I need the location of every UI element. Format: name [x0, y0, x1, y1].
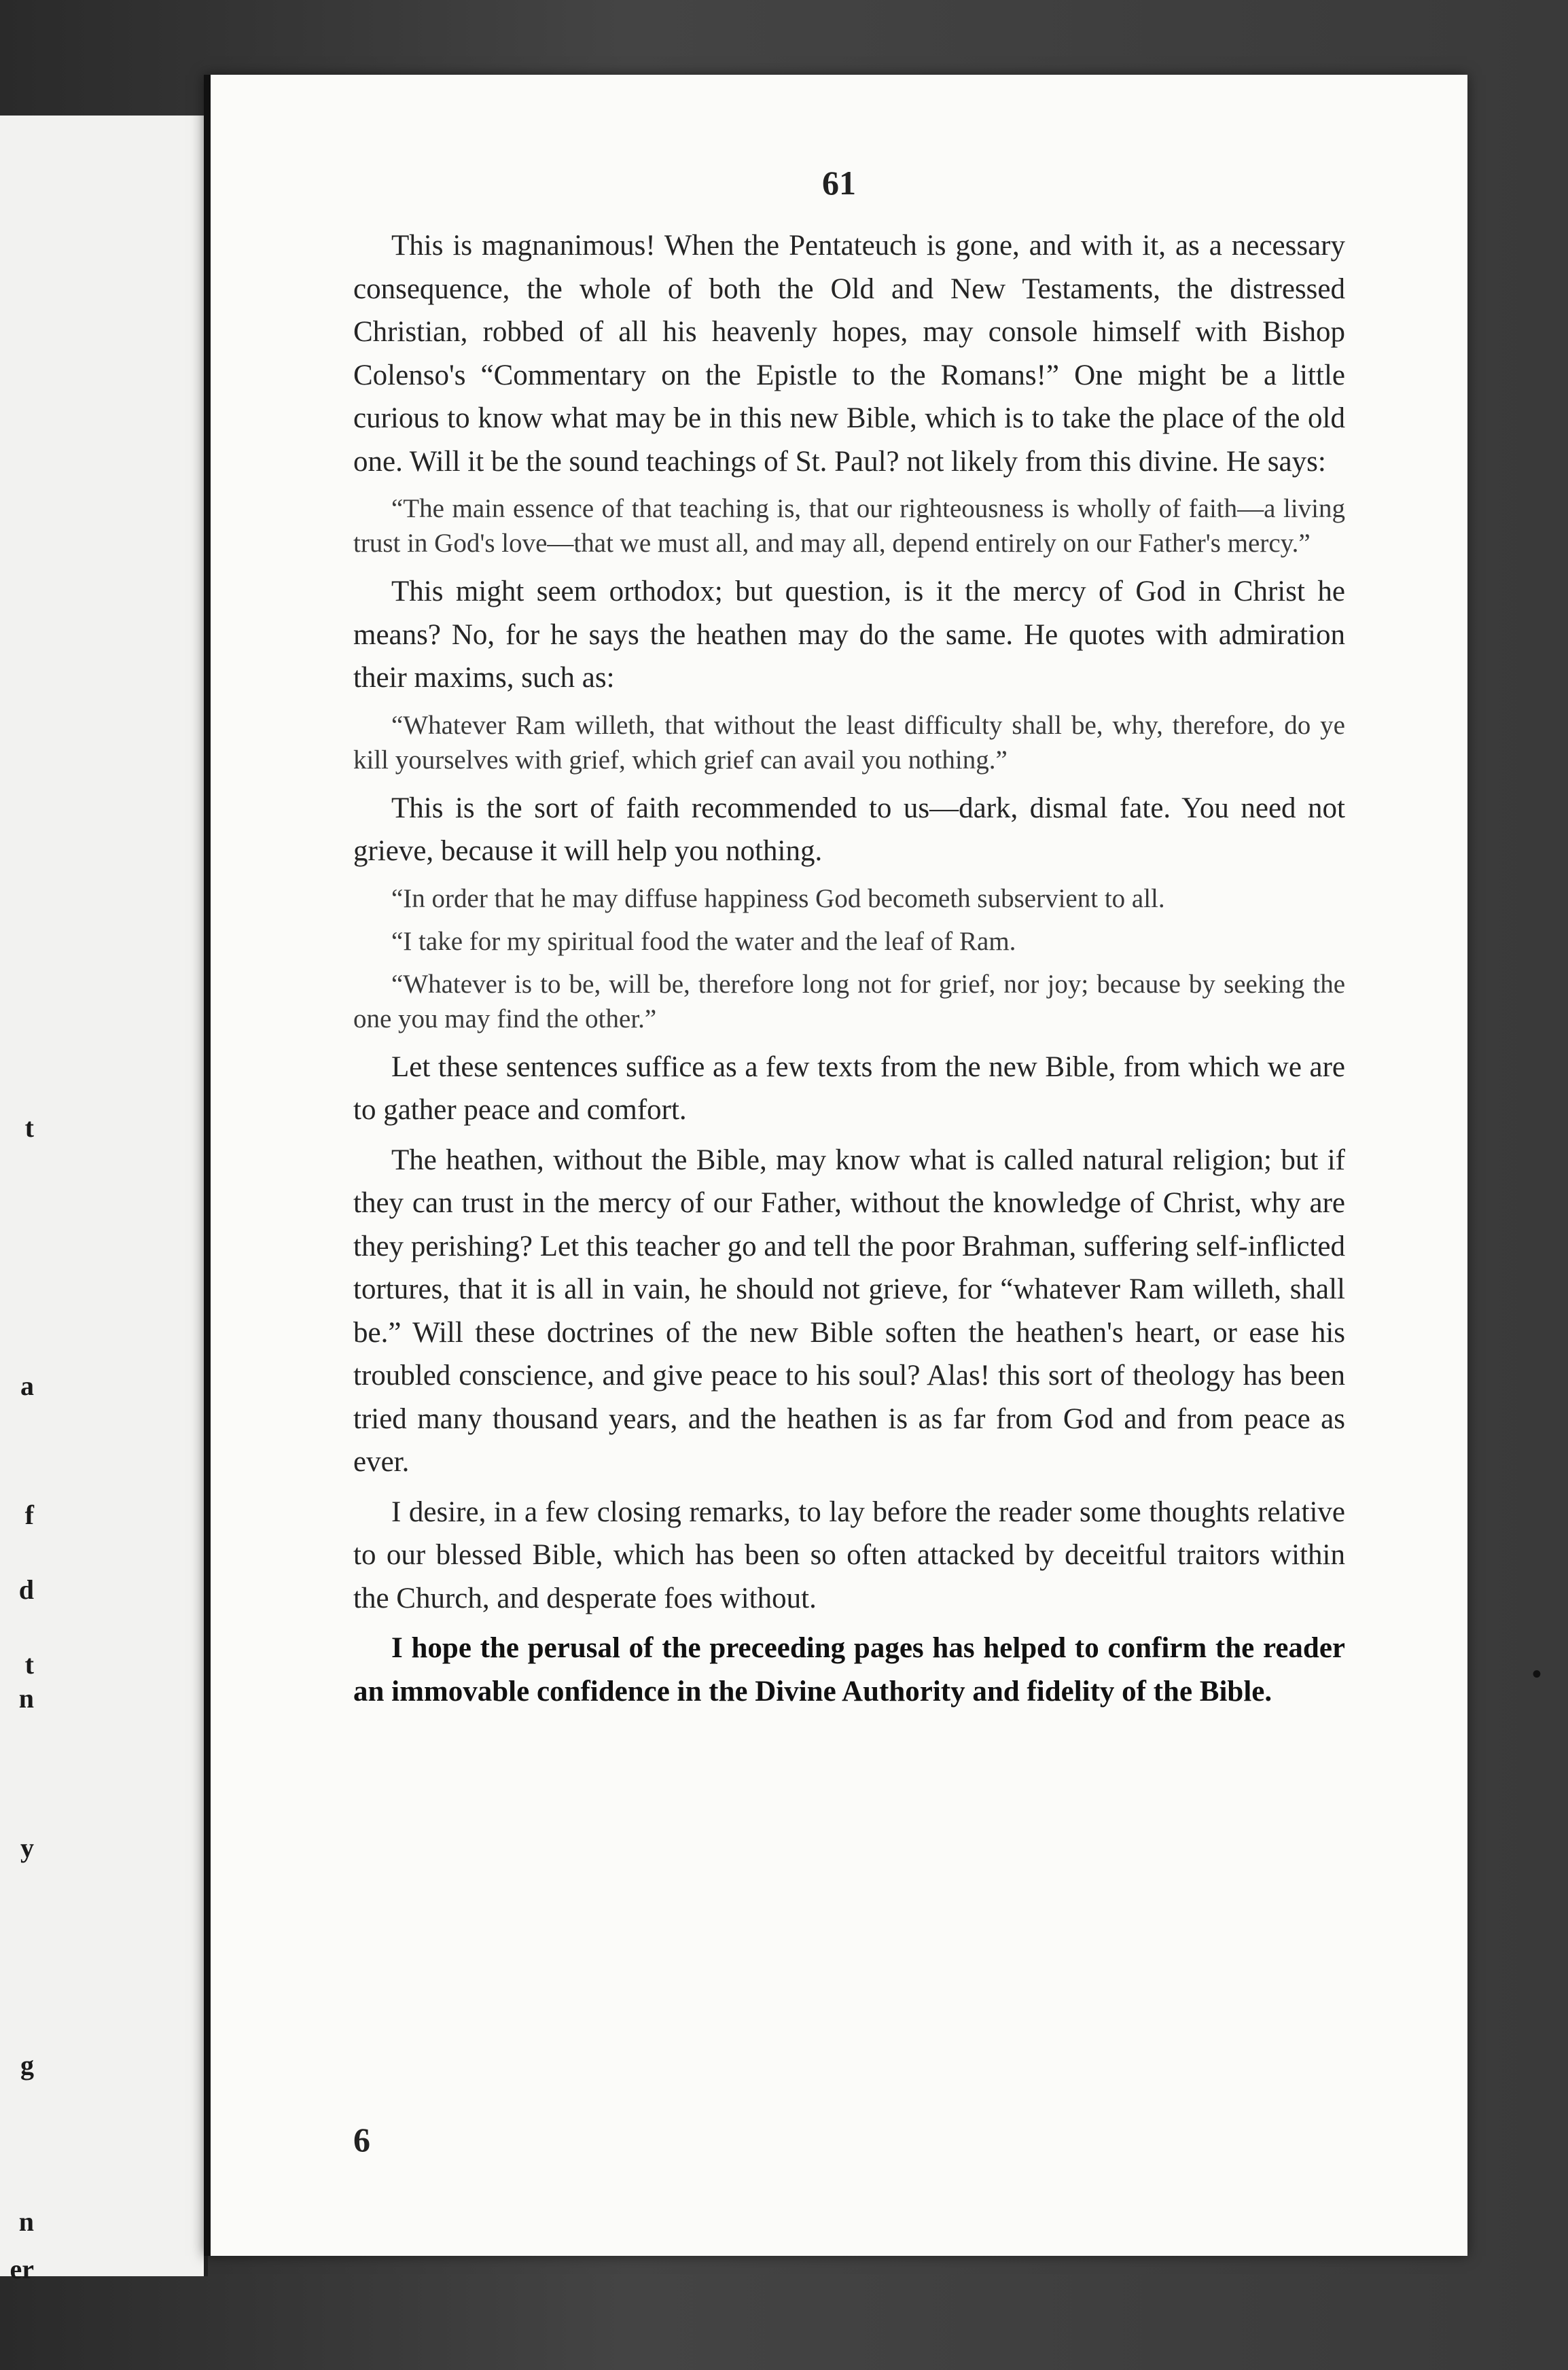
facing-page-edge — [0, 116, 208, 2284]
block-quote: “I take for my spiritual food the water and the leaf of Ram. — [391, 926, 1016, 956]
block-quote: “The main essence of that teaching is, that our righteousness is wholly of faith—a living trust in God's love—that we must all, and may all, depend entirely on our Father's mercy.” — [353, 494, 1345, 558]
facing-page-fragment: y — [20, 1833, 34, 1863]
facing-page-fragment: t — [24, 1649, 34, 1680]
facing-page-fragment: d — [18, 1574, 34, 1605]
facing-page-fragment: f — [24, 1500, 34, 1530]
block-quote: “Whatever Ram willeth, that without the least difficulty shall be, why, therefore, do ye kill yourselves with grief, which grief can avail you nothing.” — [353, 710, 1345, 775]
page-number: 61 — [822, 164, 856, 202]
facing-page-fragment: a — [20, 1370, 34, 1401]
book-page — [204, 75, 1467, 2256]
facing-page-fragment: n — [18, 1683, 34, 1714]
paragraph: The heathen, without the Bible, may know what is called natural religion; but if they can trust in the mercy of our Father, without the knowledge of Christ, why are they perishing? Let this teacher go and tell the poor Brahman, suffering self-inflicted tortures, that it is all in vain, he should not grieve, for “whatever Ram willeth, shall be.” Will these doctrines of the new Bible soften the heathen's heart, or ease his troubled conscience, and give peace to his soul? Alas! this sort of theology has been tried many thousand years, and the heathen is as far from God and from peace as ever. — [353, 1144, 1345, 1478]
block-quote: “Whatever is to be, will be, therefore long not for grief, nor joy; because by seeking the one you may find the other.” — [353, 969, 1345, 1033]
paragraph: Let these sentences suffice as a few texts from the new Bible, from which we are to gather peace and comfort. — [353, 1050, 1345, 1126]
facing-page-fragment: t — [24, 1112, 34, 1143]
paragraph: This is magnanimous! When the Pentateuch is gone, and with it, as a necessary consequence, the whole of both the Old and New Testaments, the distressed Christian, robbed of all his heavenly hopes, may console himself with Bishop Colenso's “Commentary on the Epistle to the Romans!” One might be a little curious to know what may be in this new Bible, which is to take the place of the old one. Will it be the sound teachings of St. Paul? not likely from this divine. He says: — [353, 230, 1345, 478]
paragraph: This is the sort of faith recommended to us—dark, dismal fate. You need not grieve, because it will help you nothing. — [353, 792, 1345, 867]
page-body — [353, 224, 1345, 1720]
facing-page-fragment: er — [10, 2254, 34, 2284]
paragraph: I desire, in a few closing remarks, to lay before the reader some thoughts relative to our blessed Bible, which has been so often attacked by deceitful traitors within the Church, and desperate foes without. — [353, 1496, 1345, 1614]
block-quote: “In order that he may diffuse happiness God becometh subservient to all. — [391, 883, 1165, 913]
scan-speck: • — [1532, 1659, 1542, 1689]
facing-page-fragment: n — [18, 2206, 34, 2237]
signature-mark: 6 — [353, 2121, 370, 2159]
paragraph: This might seem orthodox; but question, is it the mercy of God in Christ he means? No, for he says the heathen may do the same. He quotes with admiration their maxims, such as: — [353, 576, 1345, 694]
closing-paragraph: I hope the perusal of the preceeding pages has helped to confirm the reader an immovable confidence in the Divine Authority and fidelity of the Bible. — [353, 1632, 1345, 1708]
facing-page-fragment: g — [20, 2050, 34, 2081]
